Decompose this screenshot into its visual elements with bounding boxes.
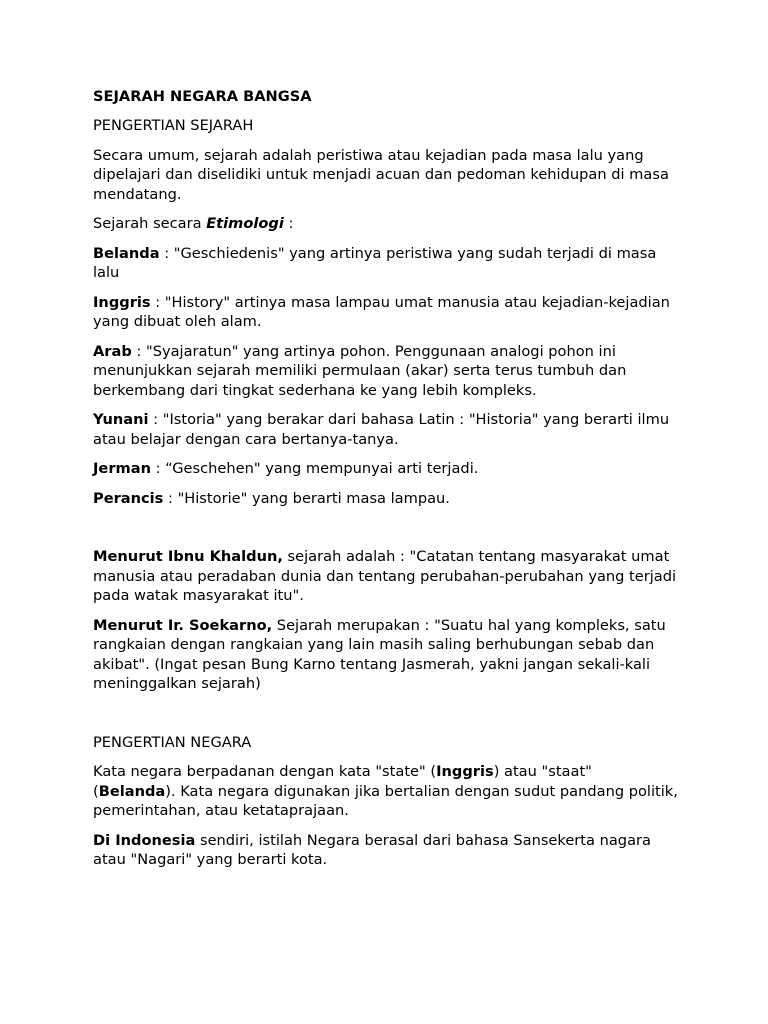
etymology-belanda: Belanda : "Geschiedenis" yang artinya peristiwa yang sudah terjadi di masa lalu	[93, 244, 657, 282]
spacer	[93, 518, 678, 547]
negara-paragraph: Kata negara berpadanan dengan kata "state" (Inggris) atau "staat" (Belanda). Kata negara digunakan jika bertalian dengan sudut pandang politik, pemerintahan, atau ketataprajaan.	[93, 763, 678, 820]
etymology-jerman: Jerman : “Geschehen" yang mempunyai arti terjadi.	[93, 460, 479, 478]
etimologi-line: Sejarah secara Etimologi :	[93, 215, 294, 233]
section-heading-negara: PENGERTIAN NEGARA	[93, 733, 252, 751]
etymology-perancis: Perancis : "Historie" yang berarti masa lampau.	[93, 489, 450, 507]
intro-paragraph: Secara umum, sejarah adalah peristiwa atau kejadian pada masa lalu yang dipelajari dan diselidiki untuk menjadi acuan dan pedoman kehidupan di masa mendatang.	[93, 146, 669, 203]
document-title: SEJARAH NEGARA BANGSA	[93, 88, 312, 105]
spacer	[93, 704, 678, 733]
etymology-arab: Arab : "Syajaratun" yang artinya pohon. Penggunaan analogi pohon ini menunjukkan sejarah memiliki permulaan (akar) serta terus tumbuh dan berkembang dari tingkat sederhana ke yang lebih kompleks.	[93, 342, 627, 399]
section-heading-sejarah: PENGERTIAN SEJARAH	[93, 117, 254, 135]
etymology-inggris: Inggris : "History" artinya masa lampau umat manusia atau kejadian-kejadian yang dibuat oleh alam.	[93, 293, 670, 331]
quote-ibnu-khaldun: Menurut Ibnu Khaldun, sejarah adalah : "Catatan tentang masyarakat umat manusia atau peradaban dunia dan tentang perubahan-perubahan yang terjadi pada watak masyarakat itu".	[93, 548, 677, 605]
etymology-yunani: Yunani : "Istoria" yang berakar dari bahasa Latin : "Historia" yang berarti ilmu atau belajar dengan cara bertanya-tanya.	[93, 411, 670, 448]
quote-soekarno: Menurut Ir. Soekarno, Sejarah merupakan : "Suatu hal yang kompleks, satu rangkaian dengan rangkaian yang lain masih saling berhubungan sebab dan akibat". (Ingat pesan Bung Karno tentang Jasmerah, yakni jangan sekali-kali meninggalkan sejarah)	[93, 616, 666, 693]
indonesia-paragraph: Di Indonesia sendiri, istilah Negara berasal dari bahasa Sansekerta nagara atau "Nagari" yang berarti kota.	[93, 831, 651, 869]
